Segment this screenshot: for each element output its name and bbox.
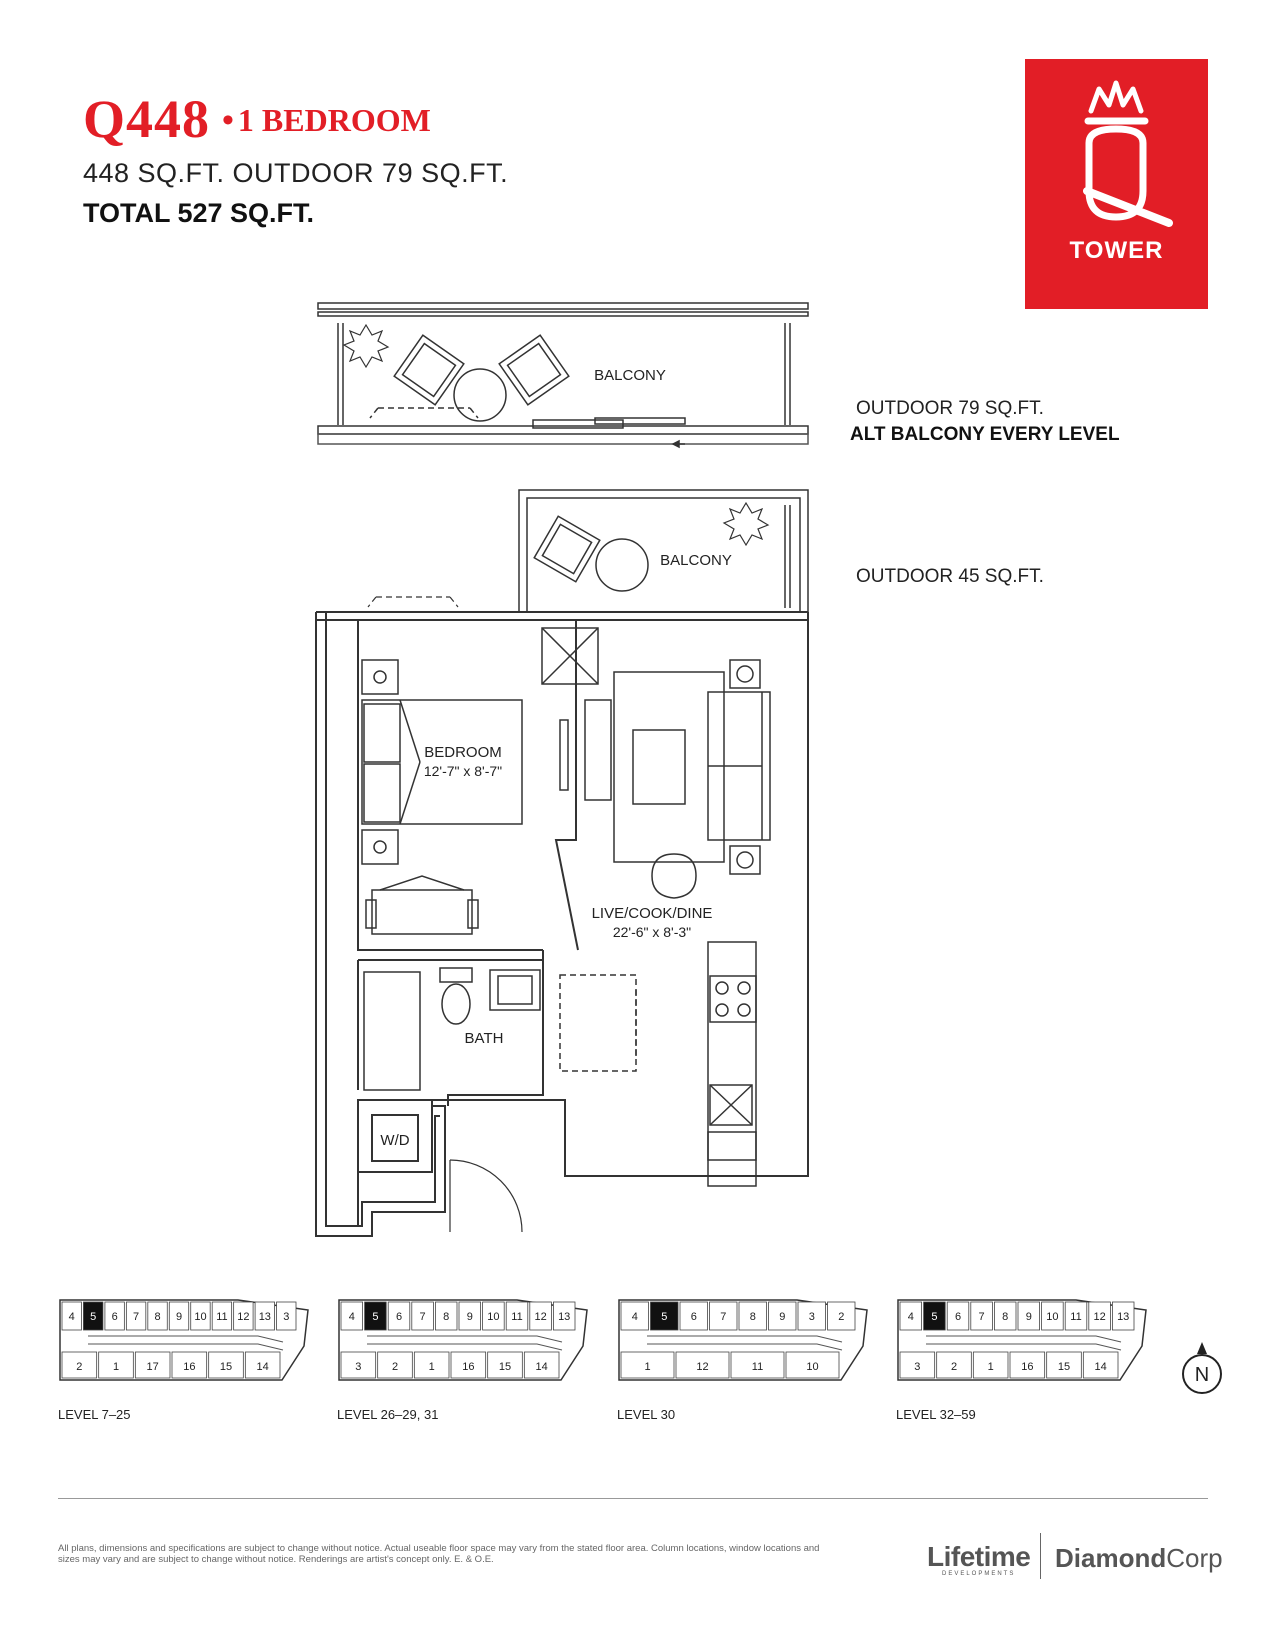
dining-table-icon: [560, 975, 636, 1071]
key-plan-unit-number: 5: [661, 1311, 668, 1323]
lounge-chair-icon: [394, 335, 600, 582]
key-plan-corridor: [367, 1336, 562, 1350]
key-plan-unit-number: 7: [720, 1311, 727, 1323]
key-plan-unit-number: 13: [258, 1311, 271, 1323]
sofa-icon: [708, 692, 770, 840]
key-plan-unit-number: 8: [1002, 1311, 1009, 1323]
cooktop-icon: [710, 976, 756, 1022]
diamondcorp-bold: Diamond: [1055, 1543, 1167, 1573]
unit-code: Q448: [83, 89, 211, 149]
key-plan-unit-number: 15: [219, 1361, 233, 1373]
disclaimer: All plans, dimensions and specifications are subject to change without notice. Actual useable floor space may vary from the stated floor area. Column locations, window locations and sizes may vary and are subject to change without notice. Renderings are artist's concept only. E. & O.E.: [58, 1543, 820, 1565]
key-plan-unit-number: 15: [1057, 1361, 1071, 1373]
coffee-table-icon: [633, 730, 685, 804]
toilet-icon: [440, 968, 472, 1024]
key-plan-unit-number: 10: [487, 1311, 500, 1323]
key-plan-unit-number: 6: [111, 1311, 118, 1323]
key-plan-unit-number: 16: [183, 1361, 196, 1373]
key-plan-unit-number: 14: [535, 1361, 548, 1373]
table-icon: [454, 369, 648, 591]
upper-balcony-label: BALCONY: [594, 367, 666, 384]
key-plan: [58, 1296, 313, 1386]
title-bullet: •: [222, 102, 234, 139]
key-plan-unit-number: 3: [355, 1361, 362, 1373]
key-plan-corridor: [647, 1336, 842, 1350]
key-plan-unit-number: 10: [1046, 1311, 1059, 1323]
key-plan-unit-number: 8: [443, 1311, 450, 1323]
key-plan-unit-number: 9: [779, 1311, 786, 1323]
alt-balcony-note: ALT BALCONY EVERY LEVEL: [850, 424, 1120, 445]
key-plan-unit-number: 9: [175, 1311, 183, 1323]
key-plan-unit-number: 2: [838, 1311, 845, 1323]
key-plan-unit-number: 1: [428, 1361, 435, 1373]
bedroom-dims: 12'-7" x 8'-7": [423, 763, 503, 779]
key-plan-unit-number: 14: [256, 1361, 269, 1373]
key-plan-unit-number: 7: [133, 1311, 140, 1323]
armchair-icon: [652, 854, 696, 898]
bath-vanity-icon: [490, 970, 540, 1010]
key-plan-level-label: LEVEL 30: [617, 1407, 676, 1422]
key-plan-unit-number: 10: [194, 1311, 207, 1323]
unit-type: 1 BEDROOM: [237, 102, 431, 138]
key-plan-unit-number: 4: [631, 1311, 638, 1323]
lower-outdoor-area: OUTDOOR 45 SQ.FT.: [856, 566, 1044, 587]
key-plan-unit-number: 3: [283, 1311, 290, 1323]
north-compass-icon: [1180, 1340, 1224, 1396]
key-plan-unit-number: 3: [808, 1311, 815, 1323]
key-plan-unit-number: 1: [987, 1361, 994, 1373]
key-plan-unit-number: 12: [696, 1361, 709, 1373]
total-area: TOTAL 527 SQ.FT.: [83, 198, 315, 228]
key-plan-unit-number: 4: [348, 1311, 355, 1323]
live-dims: 22'-6" x 8'-3": [612, 924, 692, 940]
kitchen-sink-icon: [710, 1085, 752, 1125]
key-plan-unit-number: 17: [146, 1361, 159, 1373]
unit-title: [83, 88, 431, 150]
key-plan-unit-number: 8: [154, 1311, 161, 1323]
key-plan-unit-number: 10: [806, 1361, 819, 1373]
key-plan-unit-number: 13: [1117, 1311, 1130, 1323]
key-plan-unit-number: 6: [954, 1311, 962, 1323]
bath-label: BATH: [464, 1030, 504, 1047]
key-plan-level-label: LEVEL 32–59: [896, 1407, 976, 1422]
key-plan-unit-number: 8: [749, 1311, 756, 1323]
live-label: LIVE/COOK/DINE: [591, 905, 713, 922]
key-plan: [337, 1296, 592, 1386]
key-plan-level-label: LEVEL 26–29, 31: [337, 1407, 439, 1422]
key-plan-unit-number: 6: [395, 1311, 403, 1323]
key-plan: [896, 1296, 1151, 1386]
lifetime-logo: Lifetime: [927, 1541, 1031, 1572]
key-plan-corridor: [88, 1336, 283, 1350]
key-plan-corridor: [926, 1336, 1121, 1350]
bedroom-label: BEDROOM: [424, 744, 502, 761]
compass-letter: N: [1194, 1364, 1210, 1386]
key-plan-unit-number: 7: [978, 1311, 985, 1323]
key-plan-unit-number: 11: [751, 1361, 764, 1373]
key-plan-unit-number: 5: [90, 1311, 97, 1323]
kitchen-counter-icon: [708, 942, 756, 1186]
footer-rule: [58, 1498, 1208, 1499]
floor-plan: [300, 298, 820, 1248]
key-plan-unit-number: 9: [1025, 1311, 1032, 1323]
key-plan-unit-number: 4: [68, 1311, 75, 1323]
logo-text: TOWER: [1069, 237, 1164, 264]
diamondcorp-logo: [1055, 1543, 1223, 1574]
key-plan-unit-number: 6: [690, 1311, 697, 1323]
q-tower-logo: [1025, 59, 1208, 309]
upper-outdoor-area: OUTDOOR 79 SQ.FT.: [856, 398, 1044, 419]
lifetime-logo-sub: DEVELOPMENTS: [942, 1571, 1016, 1577]
key-plan-unit-number: 1: [644, 1361, 651, 1373]
diamondcorp-regular: Corp: [1166, 1543, 1223, 1573]
key-plan-unit-number: 11: [1070, 1311, 1082, 1323]
key-plan-unit-number: 2: [391, 1361, 399, 1373]
upper-balcony: [318, 303, 808, 444]
key-plan-unit-number: 5: [372, 1311, 379, 1323]
key-plan-level-label: LEVEL 7–25: [58, 1407, 131, 1422]
key-plan-unit-number: 11: [216, 1311, 228, 1323]
closet-icon: [542, 628, 598, 684]
key-plan-unit-number: 12: [1093, 1311, 1106, 1323]
crown-icon: [1025, 59, 1208, 239]
key-plan-unit-number: 14: [1094, 1361, 1107, 1373]
key-plan-unit-number: 7: [419, 1311, 426, 1323]
key-plan-unit-number: 12: [534, 1311, 547, 1323]
key-plan-unit-number: 16: [462, 1361, 475, 1373]
bathtub-icon: [364, 972, 420, 1090]
key-plan-unit-number: 4: [907, 1311, 914, 1323]
key-plan-unit-number: 15: [498, 1361, 512, 1373]
bed-icon: [362, 700, 522, 824]
area-line: 448 SQ.FT. OUTDOOR 79 SQ.FT.: [83, 158, 509, 188]
laundry-label: W/D: [380, 1132, 410, 1149]
lower-balcony-label: BALCONY: [660, 552, 732, 569]
key-plan-unit-number: 12: [237, 1311, 250, 1323]
key-plan-unit-number: 2: [76, 1361, 83, 1373]
key-plan-unit-number: 9: [466, 1311, 473, 1323]
tv-unit-icon: [560, 720, 568, 790]
key-plan: [617, 1296, 872, 1386]
key-plan-unit-number: 1: [112, 1361, 120, 1373]
key-plan-unit-number: 11: [511, 1311, 523, 1323]
key-plan-unit-number: 16: [1021, 1361, 1034, 1373]
key-plan-unit-number: 5: [931, 1311, 938, 1323]
dresser-icon: [366, 876, 478, 934]
key-plan-unit-number: 13: [558, 1311, 571, 1323]
brand-divider: [1040, 1533, 1041, 1579]
key-plan-unit-number: 2: [950, 1361, 958, 1373]
key-plan-unit-number: 3: [914, 1361, 921, 1373]
